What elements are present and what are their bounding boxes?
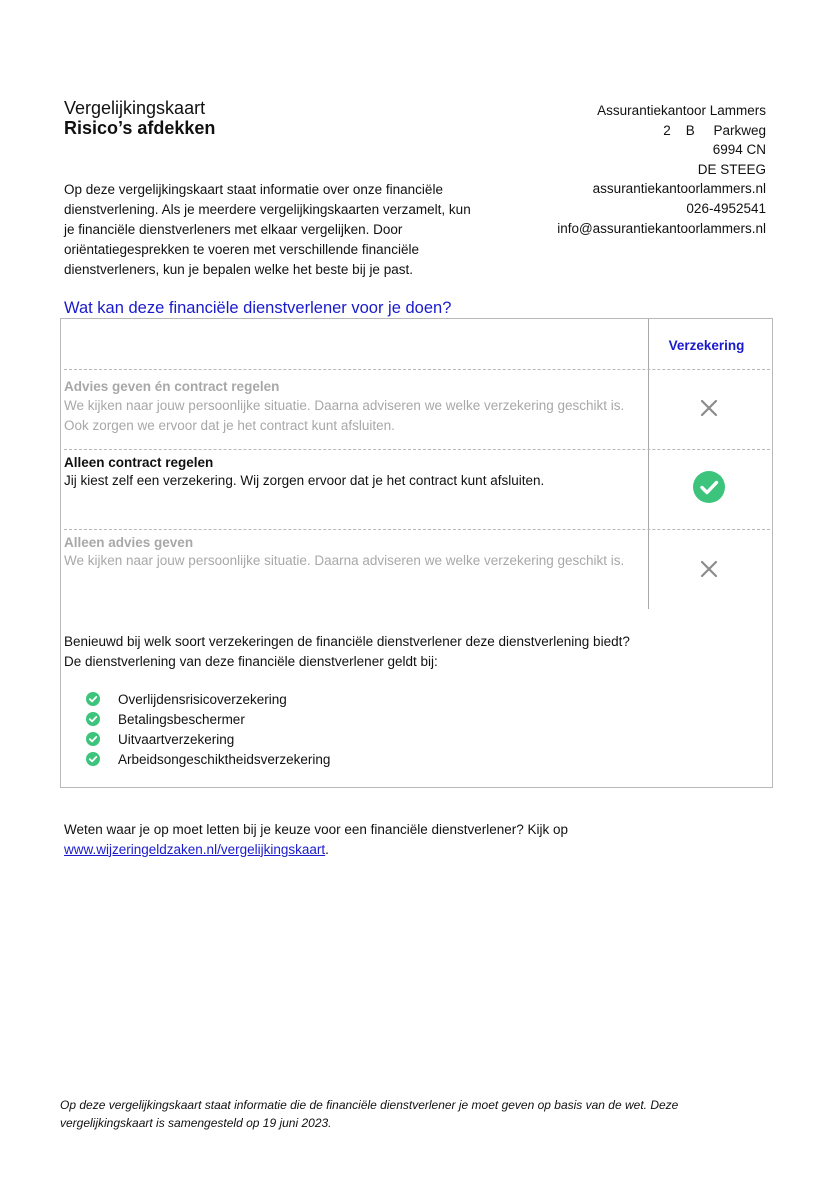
service-description: Jij kiest zelf een verzekering. Wij zorgen ervoor dat je het contract kunt afsluiten. [64, 473, 545, 488]
column-header-verzekering: Verzekering [668, 338, 745, 353]
link-suffix: . [325, 841, 329, 857]
service-title: Alleen advies geven [64, 535, 194, 550]
insurance-label: Arbeidsongeschiktheidsverzekering [118, 751, 331, 767]
list-item [86, 749, 330, 769]
cross-icon [699, 398, 719, 418]
document-type: Vergelijkingskaart [64, 98, 206, 118]
insurance-question [64, 632, 630, 671]
insurance-label: Overlijdensrisicoverzekering [118, 691, 287, 707]
service-title: Alleen contract regelen [64, 455, 214, 470]
row-divider [64, 369, 770, 370]
company-phone[interactable]: 026-4952541 [686, 200, 766, 216]
check-circle-icon [86, 732, 100, 746]
legal-footnote: Op deze vergelijkingskaart staat informatie die de financiële dienstverlener je moet geven op basis van de wet. Deze vergelijkingskaart is samengesteld op 19 juni 2023. [60, 1098, 679, 1130]
company-address: 2 B Parkweg [663, 122, 766, 138]
service-title: Advies geven én contract regelen [64, 379, 280, 394]
insurance-label: Uitvaartverzekering [118, 731, 235, 747]
row-divider [64, 449, 770, 450]
insurance-label: Betalingsbeschermer [118, 711, 245, 727]
cross-icon [699, 559, 719, 579]
company-postcode: 6994 CN [712, 142, 766, 158]
company-city: DE STEEG [697, 161, 766, 177]
insurance-list [86, 689, 330, 769]
page-title: Risico’s afdekken [64, 118, 216, 138]
company-email[interactable]: info@assurantiekantoorlammers.nl [557, 220, 766, 236]
check-circle-icon [86, 692, 100, 706]
applies-to-text: De dienstverlening van deze financiële dienstverlener geldt bij: [64, 653, 438, 669]
company-contact-block [557, 101, 766, 238]
list-item [86, 709, 330, 729]
list-item [86, 689, 330, 709]
footer-question [64, 820, 568, 859]
section-heading: Wat kan deze financiële dienstverlener voor je doen? [64, 299, 452, 317]
comparison-link[interactable]: www.wijzeringeldzaken.nl/vergelijkingskaart [64, 841, 326, 857]
check-circle-icon [693, 471, 725, 503]
company-name: Assurantiekantoor Lammers [597, 103, 766, 118]
question-text: Benieuwd bij welk soort verzekeringen de financiële dienstverlener deze dienstverlening biedt? [64, 634, 630, 649]
check-circle-icon [86, 712, 100, 726]
service-description: We kijken naar jouw persoonlijke situatie. Daarna adviseren we welke verzekering geschikt is. [64, 553, 625, 568]
company-website[interactable]: assurantiekantoorlammers.nl [592, 181, 766, 197]
row-divider [64, 529, 770, 530]
footer-question-text: Weten waar je op moet letten bij je keuze voor een financiële dienstverlener? Kijk op [64, 822, 569, 837]
intro-text: Op deze vergelijkingskaart staat informatie over onze financiële dienstverlening. Als je meerdere vergelijkingskaarten verzamelt, kun je financiële dienstverleners met elkaar vergelijken. Door oriëntatiegesprekken te voeren met verschillende financiële dienstverleners, kun je bepalen welke het beste bij je past. [64, 182, 471, 277]
check-circle-icon [86, 752, 100, 766]
list-item [86, 729, 330, 749]
service-description: We kijken naar jouw persoonlijke situatie. Daarna adviseren we welke verzekering geschikt is. Ook zorgen we ervoor dat je het contract kunt afsluiten. [64, 398, 625, 433]
